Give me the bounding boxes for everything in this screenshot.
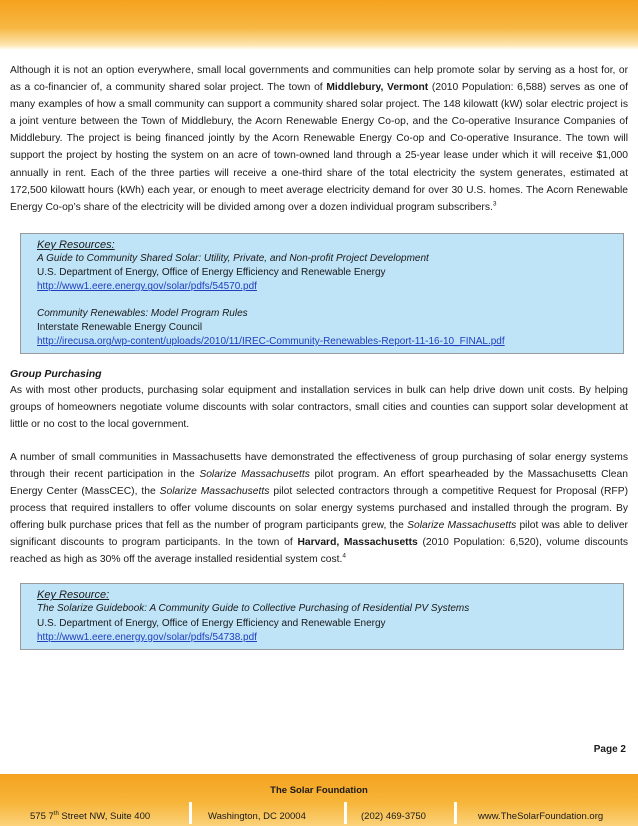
footer-city: Washington, DC 20004 xyxy=(208,811,306,822)
footnote-ref-3: 3 xyxy=(492,200,497,208)
key-resource-box xyxy=(20,583,624,650)
header-band xyxy=(0,0,638,50)
address-ordinal: th xyxy=(53,810,59,817)
group-text-d: pilot was able to deliver significant discounts to program participants. In the town of xyxy=(10,519,628,549)
resource-source: Interstate Renewable Energy Council xyxy=(37,321,203,333)
footer-divider xyxy=(189,802,192,824)
town-name: Harvard, Massachusetts xyxy=(297,537,418,549)
intro-text-2: (2010 Population: 6,588) serves as one of many examples of how a small community can support a community shared solar project. The 148 kilowatt (kW) solar electric project is a joint venture between the Town of Middlebury, the Acorn Renewable Energy Co-op, and the Co-operative Insurance Companies of Middlebury. The project is being financed jointly by the Acorn Renewable Energy Co-op and Co-operative Insurance. The town will support the project by hosting the system on an acre of town-owned land through a 25-year lease under which it will receive $1,000 annually in rent. Each of the three parties will receive a one-third share of the total electricity the system generates, estimated at 172,500 kilowatt hours (kWh) each year, or enough to meet average electricity demand for over 30 U.S. homes. The Acorn Renewable Energy Co-op’s share of the electricity will be divided among over a dozen individual program subscribers. xyxy=(10,82,628,213)
group-text-c: pilot selected contractors through a competitive Request for Proposal (RFP) process that required installers to offer volume discounts on solar energy systems purchased and installed through the program. By offering bulk purchase prices that fell as the number of program participants grew, the xyxy=(10,485,629,531)
program-name: Solarize Massachusetts xyxy=(159,485,270,497)
footer-website[interactable]: www.TheSolarFoundation.org xyxy=(478,811,604,822)
group-paragraph-2 xyxy=(10,449,628,569)
footer-divider xyxy=(454,802,457,824)
footer-address xyxy=(30,811,150,822)
program-name: Solarize Massachusetts xyxy=(199,468,310,480)
footer-divider xyxy=(344,802,347,824)
resource-link[interactable]: http://irecusa.org/wp-content/uploads/2010/11/IREC-Community-Renewables-Report-11-16-10_FINAL.pdf xyxy=(37,336,505,348)
resource-link[interactable]: http://www1.eere.energy.gov/solar/pdfs/54570.pdf xyxy=(37,281,257,293)
key-resources-box xyxy=(20,233,624,354)
footnote-ref-4: 4 xyxy=(342,552,346,560)
key-resources-heading: Key Resources: xyxy=(37,238,115,251)
intro-text-1: Although it is not an option everywhere, small local governments and communities can help promote solar by serving as a host for, or as a co-financier of, a community shared solar project. The town of xyxy=(10,65,628,94)
resource-source: U.S. Department of Energy, Office of Energy Efficiency and Renewable Energy xyxy=(37,267,386,279)
group-text-e: (2010 Population: 6,520), volume discounts reached as high as 30% off the average installed residential system cost. xyxy=(10,537,628,566)
resource-link[interactable]: http://www1.eere.energy.gov/solar/pdfs/54738.pdf xyxy=(37,631,257,643)
group-text-b: pilot program. An effort spearheaded by the Massachusetts Clean Energy Center (MassCEC), the xyxy=(10,468,628,497)
resource-title: A Guide to Community Shared Solar: Utility, Private, and Non-profit Project Development xyxy=(37,253,429,265)
group-paragraph-1: As with most other products, purchasing solar equipment and installation services in bulk can help drive down unit costs. By helping groups of homeowners negotiate volume discounts with solar contractors, small cities and counties can support solar development at little or no cost to the local government. xyxy=(10,385,628,431)
resource-source: U.S. Department of Energy, Office of Energy Efficiency and Renewable Energy xyxy=(37,617,386,629)
footer xyxy=(0,774,638,826)
address-number: 575 7 xyxy=(30,811,54,822)
section-heading-group-purchasing: Group Purchasing xyxy=(10,368,102,381)
resource-title: Community Renewables: Model Program Rules xyxy=(37,307,248,319)
page-content xyxy=(10,62,628,650)
page-number: Page 2 xyxy=(593,744,626,755)
resource-title: The Solarize Guidebook: A Community Guide to Collective Purchasing of Residential PV Systems xyxy=(37,603,470,615)
key-resource-heading: Key Resource: xyxy=(37,589,110,602)
program-name: Solarize Massachusetts xyxy=(407,519,517,531)
footer-phone: (202) 469-3750 xyxy=(361,811,426,822)
footer-organization: The Solar Foundation xyxy=(270,785,368,796)
intro-paragraph xyxy=(10,62,628,216)
address-street: Street NW, Suite 400 xyxy=(58,811,151,822)
intro-place-name: Middlebury, Vermont xyxy=(326,82,429,94)
group-text-a: A number of small communities in Massachusetts have demonstrated the effectiveness of group purchasing of solar energy systems through their recent participation in the xyxy=(10,451,628,480)
